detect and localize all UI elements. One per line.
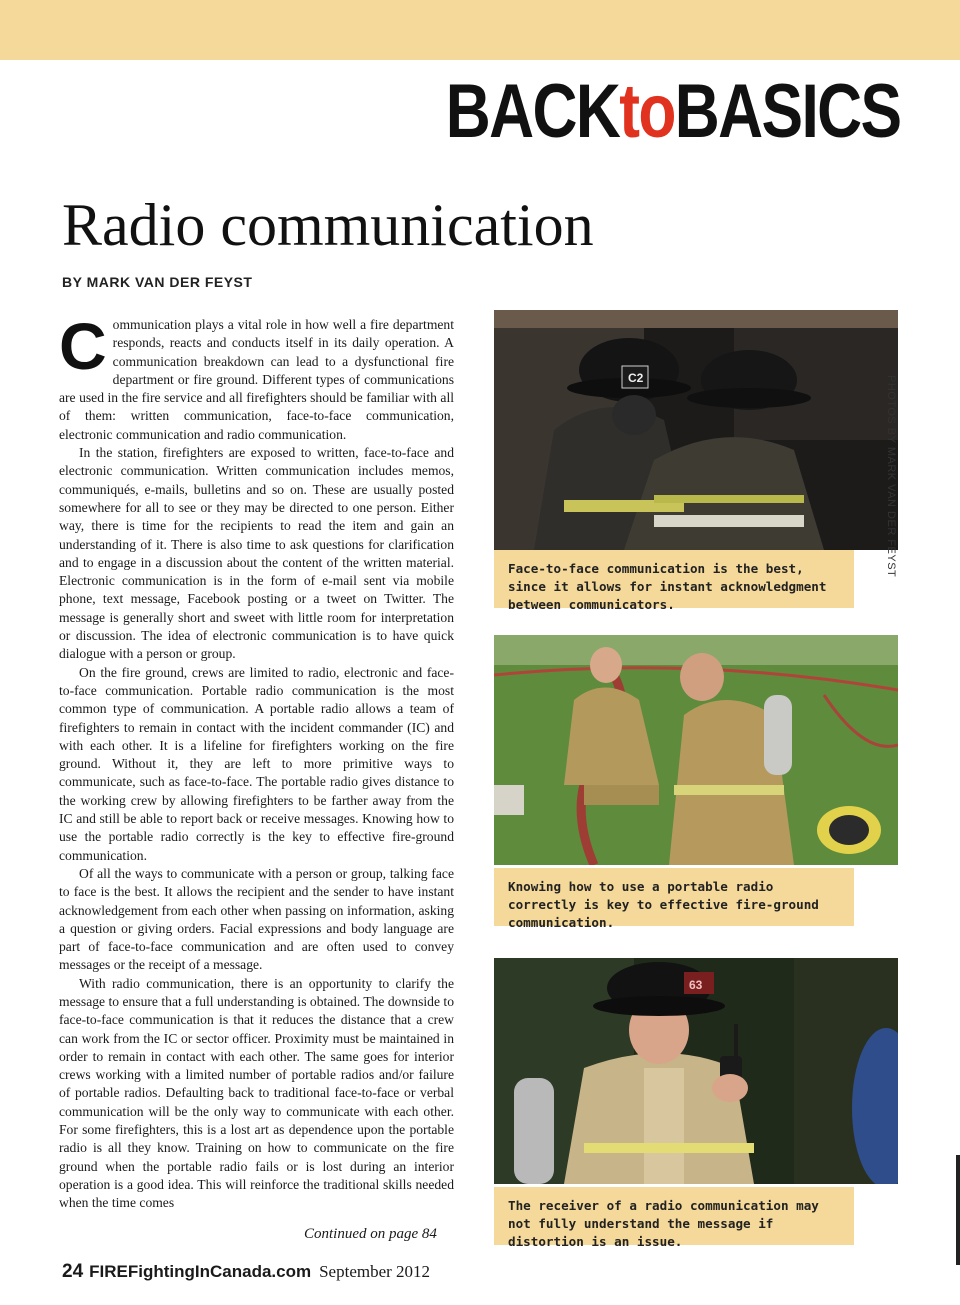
helmet-text-63: 63	[689, 978, 703, 992]
page-footer	[62, 1261, 430, 1283]
photo-credit: PHOTOS BY MARK VAN DER FEYST	[885, 375, 897, 578]
caption-3: The receiver of a radio communication may not fully understand the message if distortion is an issue.	[494, 1187, 854, 1245]
paragraph-5: With radio communication, there is an opportunity to clarify the message to ensure that a full understanding is obtained. The downside to face-to-face communication is that it reduces the distance that a crew can work from the IC or sector officer. Proximity must be maintained in order to remain in contact with each other. The same goes for interior crews working with a limited number of portable radios and/or failure of portable radios. Defaulting back to traditional face-to-face or verbal communication will be the only way to communicate with each other. For some firefighters, this is a lost art as dependence upon the portable radio is all they know. Training on how to communicate on the fire ground when the portable radio fails or is lost during an interior operation is a good idea. This will reinforce the traditional skills needed when the time comes	[59, 975, 454, 1211]
article-title: Radio communication	[62, 192, 594, 258]
photo-radio-receiver	[494, 958, 898, 1184]
section-heading	[445, 69, 900, 154]
heading-basics: BASICS	[674, 69, 900, 154]
heading-back: BACK	[445, 69, 619, 154]
top-color-band	[0, 0, 960, 60]
website: FIREFightingInCanada.com	[89, 1262, 312, 1281]
helmet-text-c2: C2	[628, 371, 644, 385]
page-number: 24	[62, 1261, 84, 1282]
photo-grass-radio	[494, 635, 898, 865]
continued-note: Continued on page 84	[304, 1226, 437, 1242]
drop-cap: C	[59, 309, 107, 383]
paragraph-1-text: ommunication plays a vital role in how well a fire department responds, reacts and conducts itself in its daily operation. A communication breakdown can lead to a dysfunctional fire department or fire ground. Different types of communications are used in the fire service and all firefighters should be familiar with all of them: written communication, face-to-face communication, electronic communication and radio communication.	[59, 317, 454, 442]
paragraph-4: Of all the ways to communicate with a person or group, talking face to face is the best. It allows the recipient and the sender to have instant acknowledgement from each other when passing on information, asking a question or giving orders. Facial expressions and body language are part of face-to-face communication and are often used to convey messages or the receipt of a message.	[59, 865, 454, 973]
byline: BY MARK VAN DER FEYST	[62, 274, 253, 290]
paragraph-1	[59, 309, 454, 444]
paragraph-2: In the station, firefighters are exposed to written, face-to-face and electronic communication. Written communication includes memos, communiqués, e-mails, bulletins and so on. These are usually posted somewhere for all to see or they may be directed to one person. Either way, there is time for the recipients to read the item and gain an understanding of it. There is also time to ask questions for clarification and to engage in a discussion about the content of the written material. Electronic communication is in the form of e-mail sent via mobile phone, text message, Facebook posting or a tweet on Twitter. The message is generally short and sweet with little room for interpretation or discussion. The idea of electronic communication is to have quick dialogue with a person or group.	[59, 445, 454, 662]
article-body	[59, 309, 454, 1213]
photo-face-to-face	[494, 310, 898, 550]
caption-1: Face-to-face communication is the best, since it allows for instant acknowledgment between communicators.	[494, 550, 854, 608]
page-edge-mark	[956, 1155, 960, 1265]
caption-2: Knowing how to use a portable radio correctly is key to effective fire-ground communication.	[494, 868, 854, 926]
paragraph-3: On the fire ground, crews are limited to radio, electronic and face-to-face communication. Portable radio communication is the most common type of communication. A portable radio allows a team of firefighters to remain in contact with the incident commander (IC) and with each other. It is a lifeline for firefighters working on the fire ground. Without it, they are left to more primitive ways to communicate, such as face-to-face. The portable radio gives distance to the working crew by allowing firefighters to be farther away from the IC and still be able to report back or receive messages. Knowing how to use the portable radio correctly is the key to effective fire-ground communication.	[59, 664, 454, 863]
heading-to: to	[618, 69, 675, 154]
issue-date: September 2012	[319, 1262, 431, 1281]
